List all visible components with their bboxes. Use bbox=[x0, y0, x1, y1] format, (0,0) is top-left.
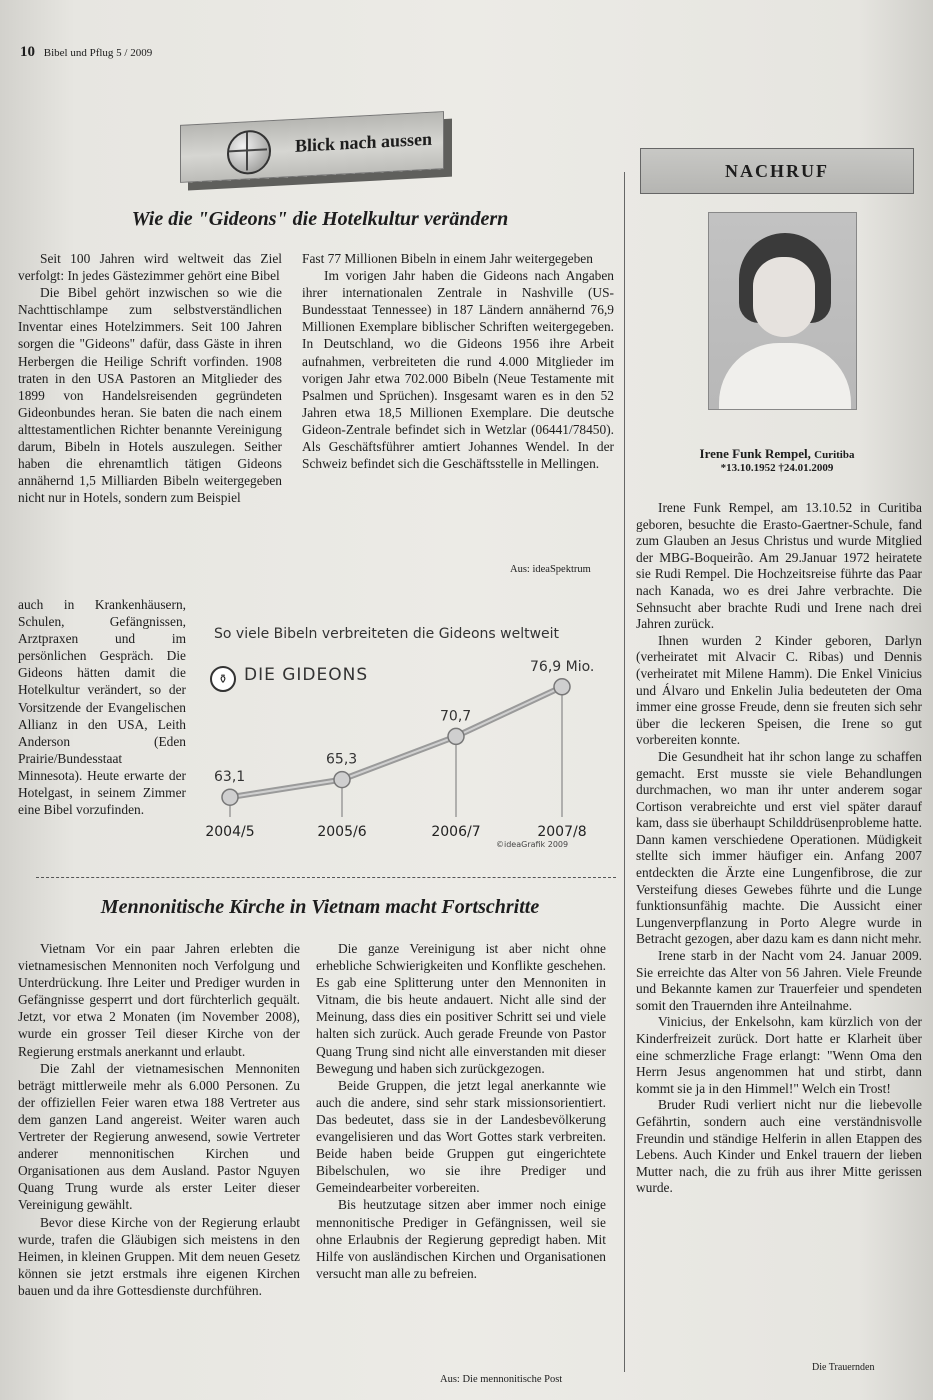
chart-category-label: 2004/5 bbox=[205, 824, 255, 840]
article2-column1 bbox=[18, 940, 300, 1299]
chart-category-label: 2007/8 bbox=[537, 824, 587, 840]
deceased-name: Irene Funk Rempel, bbox=[699, 446, 811, 461]
nachruf-paragraph: Irene Funk Rempel, am 13.10.52 in Curitiba geboren, besuchte die Erasto-Gaertner-Schule, fand zum Glauben an Jesus Christus und wurde Mitglied der MBG-Boqueirão. Am 29.Januar 1972 heiratete sie Rudi Rempel. Die Hochzeitsreise führte das Paar nach Kanada, wo es drei Jahre verbrachte. Die Sehnsucht aber brachte Rudi und Irene nach drei Jahren zurück. bbox=[636, 500, 922, 632]
page-header bbox=[20, 44, 152, 61]
article2-paragraph: Vietnam Vor ein paar Jahren erlebten die vietnamesischen Mennoniten noch Verfolgung und Unterdrückung. Ihre Leiter und Prediger wurden in Gefängnisse gesperrt und dort fürchterlich gequält. Jetzt, vor etwa 2 Monaten (im November 2008), wurde ein grosser Teil dieser Kirche von der Regierung erstmals anerkannt und erlaubt. bbox=[18, 941, 300, 1059]
chart-category-label: 2006/7 bbox=[431, 824, 481, 840]
chart-data-label: 76,9 Mio. bbox=[530, 658, 595, 675]
globe-icon bbox=[227, 129, 271, 175]
chart-data-label: 70,7 bbox=[440, 708, 472, 725]
deceased-dates: *13.10.1952 †24.01.2009 bbox=[720, 462, 834, 474]
article1-paragraph: Im vorigen Jahr haben die Gideons nach Angaben ihrer internationalen Zentrale in Nashville (US-Bundesstaat Tennessee) in 187 Ländern annähernd 76,9 Millionen Exemplare biblischer Schriften weitergegeben. In Deutschland, wo die Gideons 1956 ihre Arbeit aufnahmen, verbreiteten die rund 4.000 Mitglieder im vorigen Jahr etwa 702.000 Bibeln (Neue Testamente mit Psalmen und Sprüchen). Insgesamt waren es in den 52 Jahren etwa 18,5 Millionen Exemplare. Die deutsche Gideon-Zentrale befindet sich in Wetzlar (06441/78450). Als Geschäftsführer amtiert Johannes Wendel. In der Schweiz befindet sich die Geschäftsstelle in Mellingen. bbox=[302, 268, 614, 472]
article1-paragraph-cont: auch in Krankenhäusern, Schulen, Gefängnissen, Arztpraxen und im persönlichen Gespräch. Die Gideons hätten damit die Hotelkultur verändert, so der Vorsitzende der Evangelischen Allianz in den USA, Leith Anderson (Eden Prairie/Bundesstaat Minnesota). Heute erwarte der Hotelgast, in seinem Zimmer eine Bibel vorzufinden. bbox=[18, 597, 186, 818]
nachruf-paragraph: Bruder Rudi verliert nicht nur die liebevolle Gefährtin, sondern auch eine verständnisvolle Freundin und ständige Helferin in allen Etappen des Lebens. Auch Kinder und Enkel trauern der lieben Mutter nach, die zu früh aus ihrer Mitte gerissen wurde. bbox=[636, 1097, 922, 1196]
article1-column1-narrow bbox=[18, 596, 186, 818]
chart-logo-text: DIE GIDEONS bbox=[244, 665, 369, 685]
nachruf-paragraph: Vinicius, der Enkelsohn, kam kürzlich von der Kinderfreizeit zurück. Dort hatte er Klarheit über eine schmerzliche Frage erlangt: "Wenn Oma den Herrn Jesus angenommen hat und stirbt, dann kommt sie ja in den Himmel!" Welch ein Trost! bbox=[636, 1014, 922, 1096]
page-number: 10 bbox=[20, 44, 35, 60]
nachruf-paragraph: Die Gesundheit hat ihr schon lange zu schaffen gemacht. Erst musste sie viele Behandlungen durchmachen, wo man ihr unter anderem sogar Cortison verabreichte und erst viel später darauf kam, dass sie überhaupt Schilddrüsenprobleme hatte. Dann kamen verschiedene Operationen. Müdigkeit stellte sich immer häufiger ein. Anfang 2007 entdeckten die Ärzte eine Lungenfibrose, die zur Versteifung dieses Gewebes führte und die Lunge funktionsunfähig machte. Die Aussicht einer Lungenverpflanzung in Porto Alegre wurde in Betracht gezogen, aber dazu kam es dann nicht mehr. bbox=[636, 748, 922, 947]
article2-paragraph: Bevor diese Kirche von der Regierung erlaubt wurde, trafen die Gläubigen sich meistens in den Heimen, in kleinen Gruppen. Mit dem neuen Gesetz können sie jetzt erstmals ihre eigenen Kirchen bauen und da ihre Gottesdienste durchführen. bbox=[18, 1214, 300, 1298]
chart-data-label: 63,1 bbox=[214, 769, 246, 786]
gideons-chart bbox=[200, 622, 608, 860]
issue-number: 5 / 2009 bbox=[116, 47, 153, 59]
chart-point bbox=[334, 772, 350, 788]
chart-plot bbox=[200, 622, 608, 860]
chart-credit: ©ideaGrafik 2009 bbox=[496, 840, 569, 849]
nachruf-paragraph: Irene starb in der Nacht vom 24. Januar 2009. Sie erreichte das Alter von 56 Jahren. Viele Freunde und Bekannte kamen zur Trauerfeier und spendeten somit den Trauernden ihre Anteilnahme. bbox=[636, 948, 922, 1013]
article2-column2 bbox=[316, 940, 606, 1282]
chart-point bbox=[222, 789, 238, 805]
chart-title: So viele Bibeln verbreiteten die Gideons weltweit bbox=[214, 626, 560, 642]
section-banner-label: Blick nach aussen bbox=[295, 128, 433, 156]
portrait-photo bbox=[708, 212, 857, 410]
article2-paragraph: Die Zahl der vietnamesischen Mennoniten beträgt mittlerweile mehr als 6.000 Personen. Zu der offiziellen Feier waren etwa 188 Vertreter aus dem ganzen Land angereist. Weiter waren auch Vertreter der Regierung anwesend, sowie Vertreter anderer mennonitischen Kirchen und Organisationen aus dem Ausland. Pastor Nguyen Quang Trung wurde als erster Leiter dieser Vereinigung gewählt. bbox=[18, 1060, 300, 1213]
article1-paragraph: Die Bibel gehört inzwischen so wie die Nachttischlampe zum selbstverständlichen Inventar eines Hotelzimmers. Seit 100 Jahren sorgen die "Gideons" dafür, dass Gäste in ihren Herbergen die Heilige Schrift vorfinden. 1908 traten in den USA Pastoren an Mitglieder des 1899 von Handelsreisenden gegründeten Gideonbundes heran. Sie baten die nach einem alttestamentlichen Richter benannte Vereinigung darum, Bibeln in Hotels auszulegen. Seither haben die ehrenamtlich tätigen Gideons annähernd 1,5 Milliarden Bibeln weitergegeben nicht nur in Hotels, sondern zum Beispiel bbox=[18, 285, 282, 506]
article2-title: Mennonitische Kirche in Vietnam macht Fortschritte bbox=[100, 896, 540, 918]
chart-series-highlight bbox=[230, 687, 562, 797]
article2-source: Aus: Die mennonitische Post bbox=[440, 1374, 563, 1385]
deceased-place: Curitiba bbox=[814, 449, 855, 461]
chart-point bbox=[448, 728, 464, 744]
article1-column2 bbox=[302, 250, 614, 472]
gideons-logo-icon: ⚱ bbox=[210, 666, 236, 692]
nachruf-paragraph: Ihnen wurden 2 Kinder geboren, Darlyn (verheiratet mit Alvacir C. Ribas) und Dennis (verheiratet mit Milene Hamm). Die Enkel Vinicius und Álvaro und Enkelin Julia bedeuteten der Oma immer eine grosse Freude, denn sie freuten sich sehr über die leckeren Speisen, die Irene so gut vorbereiten konnte. bbox=[636, 632, 922, 748]
article1-intro: Seit 100 Jahren wird weltweit das Ziel verfolgt: In jedes Gästezimmer gehört eine Bibel bbox=[18, 251, 282, 284]
nachruf-heading: NACHRUF bbox=[640, 148, 914, 194]
nachruf-text bbox=[636, 500, 922, 1197]
section-banner bbox=[180, 111, 444, 183]
magazine-name: Bibel und Pflug bbox=[43, 47, 114, 59]
nachruf-signature: Die Trauernden bbox=[812, 1362, 875, 1373]
article1-subheading: Fast 77 Millionen Bibeln in einem Jahr weitergegeben bbox=[302, 251, 593, 266]
article2-paragraph: Beide Gruppen, die jetzt legal anerkannte wie auch die andere, sind sehr stark missionsorientiert. Das bedeutet, dass sie in der Landesbevölkerung evangelisieren und das Wort Gottes stark verbreiten. Beide haben beide Gruppen gut eingerichtete Bibelschulen, wo sie ihre Prediger und Gemeindearbeiter vorbereiten. bbox=[316, 1077, 606, 1196]
article2-paragraph: Die ganze Vereinigung ist aber nicht ohne erhebliche Schwierigkeiten und Konflikte geschehen. Es gab eine Splitterung unter den Mennoniten in Vitnam, die bis heute andauert. Nicht alle sind der Meinung, dass dies ein positiver Schritt sei und viele halten sich zurück. Auch gerade Freunde von Pastor Quang Trung sind nicht alle einverstanden mit dieser Bewegung und haben sich zurückgezogen. bbox=[316, 941, 606, 1076]
article1-column1 bbox=[18, 250, 282, 506]
chart-category-label: 2005/6 bbox=[317, 824, 367, 840]
article1-title: Wie die "Gideons" die Hotelkultur verändern bbox=[131, 208, 509, 230]
chart-data-label: 65,3 bbox=[326, 751, 358, 768]
portrait-caption bbox=[640, 446, 914, 462]
article1-source: Aus: ideaSpektrum bbox=[510, 564, 591, 575]
article-divider bbox=[36, 877, 616, 878]
chart-point bbox=[554, 679, 570, 695]
chart-series-line bbox=[230, 687, 562, 797]
column-rule bbox=[624, 172, 625, 1372]
article2-paragraph: Bis heutzutage sitzen aber immer noch einige mennonitische Prediger in Gefängnissen, weil sie ohne Erlaubnis der Regierung gepredigt haben. Mit Hilfe von ausländischen Kirchen und Organisationen versucht man alle zu befreien. bbox=[316, 1197, 606, 1281]
